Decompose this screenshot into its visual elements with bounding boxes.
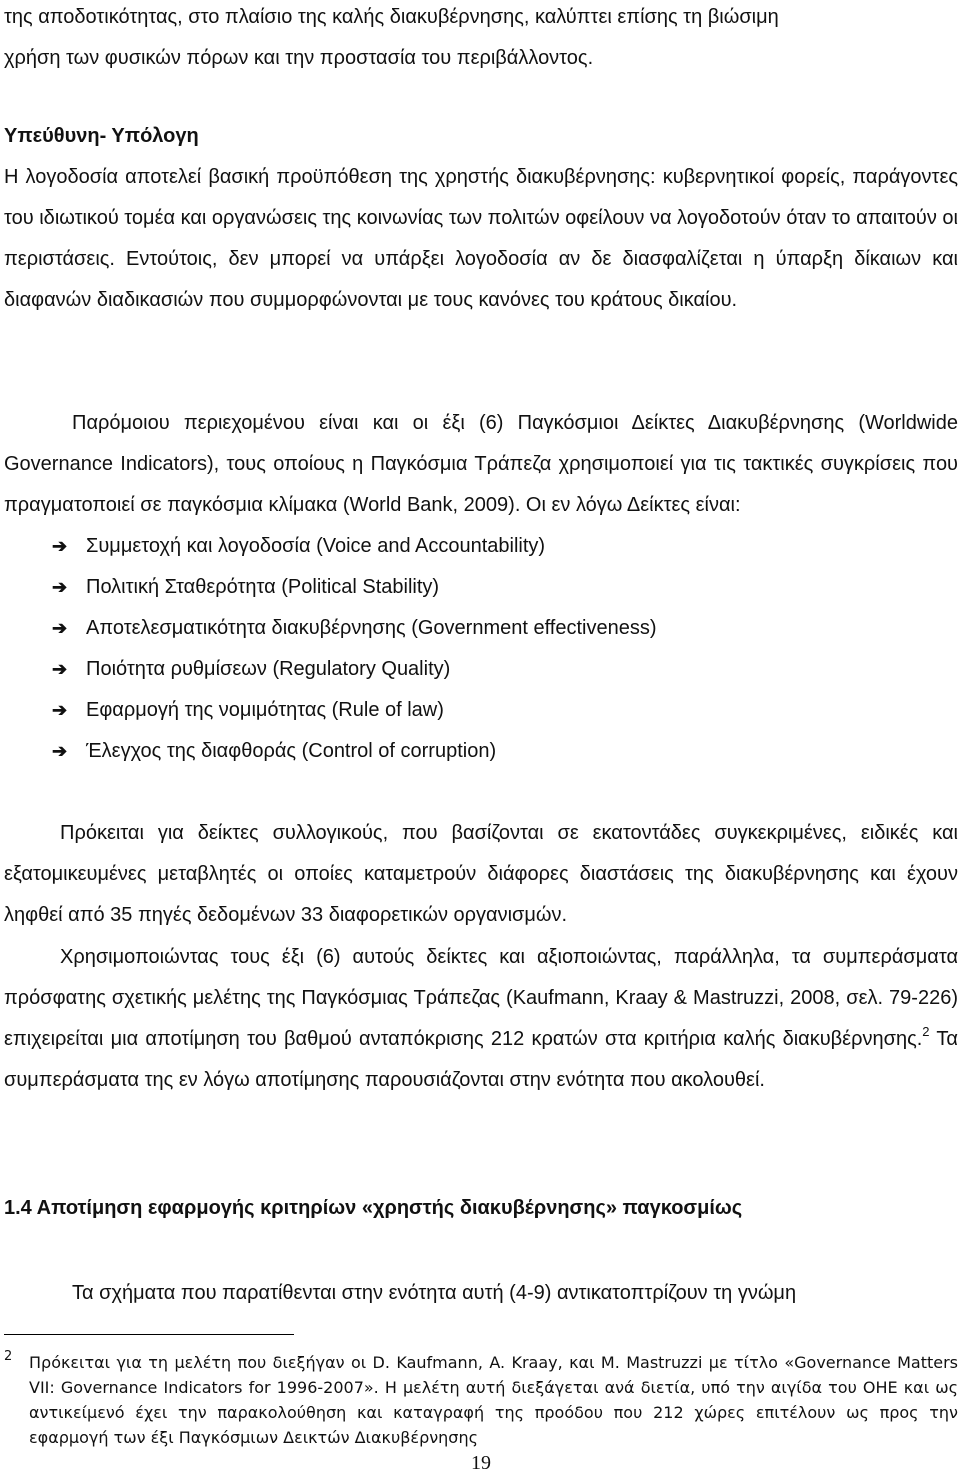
usage-paragraph: Χρησιμοποιώντας τους έξι (6) αυτούς δείκτες και αξιοποιώντας, παράλληλα, τα συμπεράσματα πρόσφατης σχετικής μελέτης της Παγκόσμιας Τράπεζας (Kaufmann, Kraay & Mastruzzi, 2008, σελ. 79-226) επιχειρείται μια αποτίμηση του βαθμού ανταπόκρισης 212 κρατών στα κριτήρια καλής διακυβέρνησης.$^2$ Τα συμπεράσματα της εν λόγω αποτίμησης παρουσιάζονται στην ενότητα που ακολουθεί.	[4, 946, 958, 1091]
footnote	[4, 1350, 958, 1450]
section-first-line: Τα σχήματα που παρατίθενται στην ενότητα αυτή (4-9) αντικατοπτρίζουν τη γνώμη	[72, 1282, 797, 1304]
list-item: ➔ Ποιότητα ρυθμίσεων (Regulatory Quality)	[52, 649, 958, 690]
footnote-number: 2	[4, 1349, 13, 1364]
arrow-right-icon: ➔	[52, 741, 68, 761]
indicators-section	[4, 403, 958, 772]
document-page	[4, 0, 958, 1482]
indicators-intro: Παρόμοιου περιεχομένου είναι και οι έξι (6) Παγκόσμιοι Δείκτες Διακυβέρνησης (Worldwide Governance Indicators), τους οποίους η Παγκόσμια Τράπεζα χρησιμοποιεί για τις τακτικές συγκρίσεις που πραγματοποιεί σε παγκόσμια κλίμακα (World Bank, 2009). Οι εν λόγω Δείκτες είναι:	[4, 412, 958, 516]
intro-paragraph	[4, 0, 958, 79]
indicators-list	[4, 526, 958, 772]
section-number: 1.4	[4, 1197, 32, 1219]
arrow-right-icon: ➔	[52, 700, 68, 720]
composite-paragraph: Πρόκειται για δείκτες συλλογικούς, που βασίζονται σε εκατοντάδες συγκεκριμένες, ειδικές και εξατομικευμένες μεταβλητές οι οποίες καταμετρούν διάφορες διαστάσεις της διακυβέρνησης και έχουν ληφθεί από 35 πηγές δεδομένων 33 διαφορετικών οργανισμών.	[4, 822, 958, 926]
arrow-right-icon: ➔	[52, 577, 68, 597]
arrow-right-icon: ➔	[52, 618, 68, 638]
list-item: ➔ Εφαρμογή της νομιμότητας (Rule of law)	[52, 690, 958, 731]
list-item: ➔ Έλεγχος της διαφθοράς (Control of corruption)	[52, 731, 958, 772]
footnote-separator	[4, 1334, 294, 1335]
accountability-section	[4, 116, 958, 321]
accountability-heading: Υπεύθυνη- Υπόλογη	[4, 125, 199, 147]
footnote-text: Πρόκειται για τη μελέτη που διεξήγαν οι D. Kaufmann, A. Kraay, και M. Mastruzzi με τίτλο «Governance Matters VII: Governance Indicators for 1996-2007». Η μελέτη αυτή διεξάγεται ανά διετία, υπό την αιγίδα του ΟΗΕ και ως αντικείμενό έχει την παρακολούθηση και καταγραφή της προόδου που 212 χώρες επιτέλουν ως προς την εφαρμογή των έξι Παγκόσμιων Δεικτών Διακυβέρνησης	[29, 1353, 958, 1447]
section-heading	[4, 1193, 958, 1223]
intro-line-2: χρήση των φυσικών πόρων και την προστασία του περιβάλλοντος.	[4, 47, 594, 69]
arrow-right-icon: ➔	[52, 659, 68, 679]
page-number: 19	[471, 1452, 491, 1474]
citation: Kaufmann, Kraay & Mastruzzi, 2008, σελ. 79-226	[512, 987, 952, 1009]
footnote-mark[interactable]: 2	[922, 1024, 930, 1039]
list-item: ➔ Αποτελεσματικότητα διακυβέρνησης (Government effectiveness)	[52, 608, 958, 649]
intro-line-1: της αποδοτικότητας, στο πλαίσιο της καλής διακυβέρνησης, καλύπτει επίσης τη βιώσιμη	[4, 6, 779, 28]
arrow-right-icon: ➔	[52, 536, 68, 556]
list-item: ➔ Συμμετοχή και λογοδοσία (Voice and Accountability)	[52, 526, 958, 567]
list-item: ➔ Πολιτική Σταθερότητα (Political Stability)	[52, 567, 958, 608]
accountability-body: Η λογοδοσία αποτελεί βασική προϋπόθεση της χρηστής διακυβέρνησης: κυβερνητικοί φορείς, παράγοντες του ιδιωτικού τομέα και οργανώσεις της κοινωνίας των πολιτών οφείλουν να λογοδοτούν όταν το απαιτούν οι περιστάσεις. Εντούτοις, δεν μπορεί να υπάρξει λογοδοσία αν δε διασφαλίζεται η ύπαρξη δίκαιων και διαφανών διαδικασιών που συμμορφώνονται με τους κανόνες του κράτους δικαίου.	[4, 166, 958, 311]
section-title: Αποτίμηση εφαρμογής κριτηρίων «χρηστής διακυβέρνησης» παγκοσμίως	[31, 1197, 743, 1219]
